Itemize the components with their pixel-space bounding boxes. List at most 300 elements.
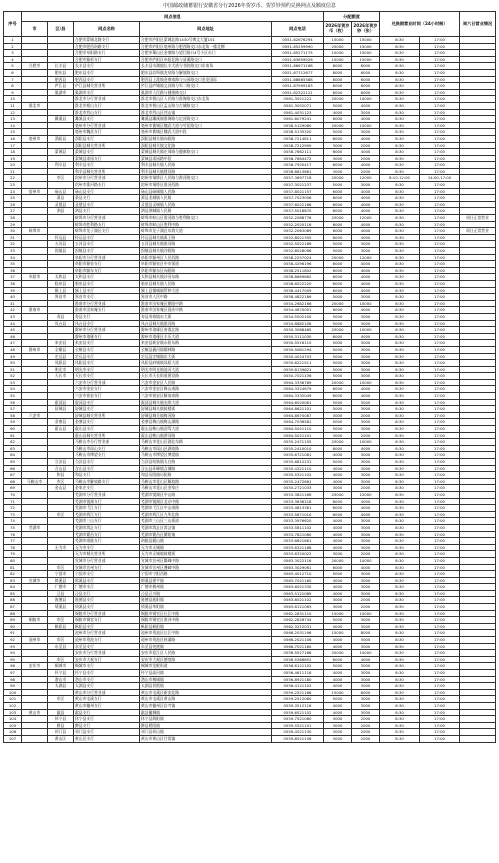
city-cell	[22, 175, 48, 182]
weekend-cell	[460, 491, 496, 498]
outlet-name-cell: 枞阳县支行	[74, 623, 140, 630]
start-time-cell: 8:30	[380, 617, 420, 624]
start-time-cell: 8:30	[380, 83, 420, 90]
phone-cell: 0557-5018670	[272, 208, 324, 215]
city-cell: 合肥市	[22, 63, 48, 70]
coin-quota-cell: 20000	[324, 300, 352, 307]
seq-cell: 60	[4, 426, 22, 433]
end-time-cell: 17:00	[420, 531, 460, 538]
city-cell	[22, 485, 48, 492]
district-cell	[48, 102, 74, 109]
address-cell: 马鞍山市花山区金家庄	[140, 485, 272, 492]
table-row	[4, 333, 496, 340]
weekend-cell	[460, 663, 496, 670]
phone-cell: 0555-2721033	[272, 485, 324, 492]
start-time-cell: 8:30	[380, 122, 420, 129]
note-quota-cell: 2000	[352, 432, 380, 439]
outlet-name-cell: 砀山县支行	[74, 188, 140, 195]
note-quota-cell: 4000	[352, 445, 380, 452]
phone-cell: 0559-8521106	[272, 735, 324, 742]
table-row	[4, 201, 496, 208]
start-time-cell: 8:30	[380, 472, 420, 479]
district-cell: 利辛县	[48, 162, 74, 169]
seq-cell: 12	[4, 109, 22, 116]
district-cell	[48, 498, 74, 505]
seq-cell: 73	[4, 511, 22, 518]
city-cell: 蚌埠市	[22, 228, 48, 235]
seq-cell: 105	[4, 722, 22, 729]
note-quota-cell: 12000	[352, 254, 380, 261]
end-time-cell: 17:00	[420, 630, 460, 637]
outlet-name-cell: 亳州市魏武支行	[74, 129, 140, 136]
phone-cell: 0553-3976620	[272, 518, 324, 525]
weekend-cell	[460, 696, 496, 703]
seq-cell: 67	[4, 472, 22, 479]
end-time-cell: 17:00	[420, 445, 460, 452]
table-row	[4, 702, 496, 709]
table-row	[4, 280, 496, 287]
outlet-name-cell: 阜阳市分行营业部	[74, 254, 140, 261]
phone-cell: 0563-3022116	[272, 557, 324, 564]
weekend-cell	[460, 320, 496, 327]
weekend-cell	[460, 518, 496, 525]
phone-cell: 0552-2020116	[272, 221, 324, 228]
start-time-cell: 8:30	[380, 43, 420, 50]
end-time-cell: 17:00	[420, 333, 460, 340]
outlet-name-cell: 宿州市分行营业部	[74, 175, 140, 182]
end-time-cell: 17:00	[420, 248, 460, 255]
weekend-cell	[460, 135, 496, 142]
address-cell: 黄山市黄山区甘棠镇	[140, 735, 272, 742]
coin-quota-cell: 20000	[324, 650, 352, 657]
table-row	[4, 168, 496, 175]
coin-quota-cell: 4000	[324, 538, 352, 545]
end-time-cell: 17:00	[420, 353, 460, 360]
table-row	[4, 89, 496, 96]
note-quota-cell: 6000	[352, 63, 380, 70]
outlet-name-cell: 固镇县支行	[74, 248, 140, 255]
seq-cell: 57	[4, 406, 22, 413]
table-row	[4, 696, 496, 703]
seq-cell: 79	[4, 551, 22, 558]
end-time-cell: 17:00	[420, 459, 460, 466]
table-row	[4, 604, 496, 611]
seq-cell: 86	[4, 597, 22, 604]
phone-cell: 0564-7036581	[272, 419, 324, 426]
address-cell: 宿州市埇桥区淮河西路	[140, 182, 272, 189]
seq-cell: 38	[4, 280, 22, 287]
coin-quota-cell: 4000	[324, 518, 352, 525]
table-row	[4, 353, 496, 360]
seq-cell: 48	[4, 346, 22, 353]
city-cell: 淮南市	[22, 307, 48, 314]
end-time-cell: 14:00-17:00	[420, 175, 460, 182]
end-time-cell: 17:00	[420, 116, 460, 123]
address-cell: 濉溪县濉溪镇淮海路与沱河路交口	[140, 116, 272, 123]
city-cell	[22, 69, 48, 76]
start-time-cell: 8:30	[380, 129, 420, 136]
city-cell	[22, 182, 48, 189]
note-quota-cell: 15000	[352, 50, 380, 57]
phone-cell: 0550-4024703	[272, 353, 324, 360]
weekend-cell	[460, 432, 496, 439]
address-cell: 铜陵市铜官区淮河中路	[140, 617, 272, 624]
weekend-cell	[460, 280, 496, 287]
seq-cell: 84	[4, 584, 22, 591]
weekend-cell	[460, 623, 496, 630]
weekend-cell	[460, 656, 496, 663]
weekend-cell	[460, 261, 496, 268]
address-cell: 蒙城县城关镇庄周路与健康路交口	[140, 149, 272, 156]
district-cell: 市区	[48, 617, 74, 624]
coin-quota-cell: 5000	[324, 340, 352, 347]
start-time-cell: 8:30	[380, 531, 420, 538]
start-time-cell: 8:30	[380, 135, 420, 142]
address-cell: 黄山市屯溪区新安北路	[140, 689, 272, 696]
city-cell	[22, 313, 48, 320]
weekend-cell	[460, 149, 496, 156]
note-quota-cell: 10000	[352, 122, 380, 129]
note-quota-cell: 4000	[352, 135, 380, 142]
phone-cell: 0554-5502100	[272, 313, 324, 320]
end-time-cell: 17:00	[420, 313, 460, 320]
weekend-cell	[460, 426, 496, 433]
weekend-cell	[460, 465, 496, 472]
district-cell	[48, 412, 74, 419]
start-time-cell: 8:30	[380, 551, 420, 558]
note-quota-cell: 2000	[352, 722, 380, 729]
coin-quota-cell: 5000	[324, 360, 352, 367]
outlet-name-cell: 蚌埠市分行营业部	[74, 215, 140, 222]
address-cell: 泾县泾川镇	[140, 590, 272, 597]
phone-cell: 0551-65271175	[272, 50, 324, 57]
end-time-cell: 17:00	[420, 689, 460, 696]
note-quota-cell: 4000	[352, 162, 380, 169]
end-time-cell: 17:00	[420, 102, 460, 109]
table-row	[4, 683, 496, 690]
start-time-cell: 8:30	[380, 50, 420, 57]
city-cell	[22, 261, 48, 268]
phone-cell: 0555-2410010	[272, 445, 324, 452]
weekend-cell	[460, 201, 496, 208]
end-time-cell: 17:00	[420, 37, 460, 44]
city-cell	[22, 208, 48, 215]
end-time-cell: 17:00	[420, 604, 460, 611]
note-quota-cell: 6000	[352, 83, 380, 90]
end-time-cell: 17:00	[420, 538, 460, 545]
start-time-cell: 8:30	[380, 412, 420, 419]
outlet-name-cell: 阜阳市颍东支行	[74, 267, 140, 274]
coin-quota-cell: 4000	[324, 478, 352, 485]
address-cell: 合肥市庐阳区亳州路与肥西路交口东北角一楼北侧	[140, 43, 272, 50]
city-cell	[22, 590, 48, 597]
seq-cell: 50	[4, 360, 22, 367]
phone-cell: 0556-8921180	[272, 676, 324, 683]
address-cell: 潜山市梅城镇	[140, 676, 272, 683]
start-time-cell: 8:30	[380, 524, 420, 531]
outlet-name-cell: 芜湖市三山支行	[74, 518, 140, 525]
start-time-cell: 8:30	[380, 452, 420, 459]
address-cell: 南陵县籍山镇	[140, 538, 272, 545]
phone-cell: 0555-6812231	[272, 459, 324, 466]
table-row	[4, 729, 496, 736]
start-time-cell: 8:30	[380, 564, 420, 571]
district-cell: 怀远县	[48, 234, 74, 241]
end-time-cell: 17:00	[420, 56, 460, 63]
table-row	[4, 406, 496, 413]
address-cell: 涡阳县城关镇文化路	[140, 142, 272, 149]
district-cell	[48, 254, 74, 261]
table-row	[4, 195, 496, 202]
weekend-cell	[460, 294, 496, 301]
district-cell	[48, 182, 74, 189]
coin-quota-cell: 20000	[324, 215, 352, 222]
address-cell: 庐江县庐城镇文昌路与军二路交口	[140, 83, 272, 90]
outlet-name-cell: 五河县支行	[74, 241, 140, 248]
start-time-cell: 8:30	[380, 729, 420, 736]
weekend-cell	[460, 102, 496, 109]
end-time-cell: 17:00	[420, 643, 460, 650]
coin-quota-cell: 10000	[324, 50, 352, 57]
district-cell: 潜山市	[48, 676, 74, 683]
seq-cell: 37	[4, 274, 22, 281]
start-time-cell: 8:30	[380, 538, 420, 545]
note-quota-cell: 4000	[352, 274, 380, 281]
end-time-cell: 17:00	[420, 577, 460, 584]
end-time-cell: 17:00	[420, 280, 460, 287]
start-time-cell: 8:30	[380, 320, 420, 327]
start-time-cell: 8:10-12:00	[380, 175, 420, 182]
end-time-cell: 17:00	[420, 399, 460, 406]
coin-quota-cell: 5000	[324, 102, 352, 109]
district-cell: 固镇县	[48, 248, 74, 255]
city-cell	[22, 43, 48, 50]
note-quota-cell: 3000	[352, 544, 380, 551]
phone-cell: 0553-6320022	[272, 551, 324, 558]
outlet-name-cell: 无为市城关营业所	[74, 551, 140, 558]
note-quota-cell: 4000	[352, 386, 380, 393]
coin-quota-cell: 6000	[324, 228, 352, 235]
phone-cell: 0564-8670087	[272, 412, 324, 419]
seq-cell: 31	[4, 234, 22, 241]
note-quota-cell: 15000	[352, 37, 380, 44]
weekend-cell	[460, 267, 496, 274]
district-cell	[48, 261, 74, 268]
district-cell	[48, 551, 74, 558]
start-time-cell: 8:30	[380, 643, 420, 650]
note-quota-cell: 3000	[352, 353, 380, 360]
start-time-cell: 8:30	[380, 346, 420, 353]
end-time-cell: 17:00	[420, 294, 460, 301]
start-time-cell: 8:30	[380, 182, 420, 189]
end-time-cell: 17:00	[420, 485, 460, 492]
district-cell: 广德市	[48, 584, 74, 591]
phone-cell: 0562-2828744	[272, 617, 324, 624]
coin-quota-cell: 4000	[324, 702, 352, 709]
note-quota-cell: 3000	[352, 696, 380, 703]
phone-cell: 0559-7521080	[272, 716, 324, 723]
district-cell: 定远县	[48, 353, 74, 360]
table-row	[4, 300, 496, 307]
start-time-cell: 8:30	[380, 89, 420, 96]
table-row	[4, 412, 496, 419]
table-row	[4, 360, 496, 367]
address-cell: 肥东县店埠镇龙泉路与解放路交口	[140, 69, 272, 76]
city-cell	[22, 162, 48, 169]
weekend-cell	[460, 670, 496, 677]
seq-cell: 58	[4, 412, 22, 419]
start-time-cell: 8:30	[380, 419, 420, 426]
end-time-cell: 17:00	[420, 452, 460, 459]
weekend-cell	[460, 313, 496, 320]
weekend-cell	[460, 524, 496, 531]
end-time-cell: 17:00	[420, 195, 460, 202]
table-row	[4, 37, 496, 44]
city-cell	[22, 327, 48, 334]
phone-cell: 0563-5121089	[272, 590, 324, 597]
city-cell	[22, 221, 48, 228]
note-quota-cell: 4000	[352, 267, 380, 274]
weekend-cell	[460, 69, 496, 76]
address-cell: 黄山市屯溪区黄山路	[140, 696, 272, 703]
address-cell: 池州市贵池区秋浦路	[140, 637, 272, 644]
district-cell	[48, 386, 74, 393]
weekend-cell	[460, 76, 496, 83]
table-row	[4, 346, 496, 353]
note-quota-cell: 2000	[352, 168, 380, 175]
header-district: 区/县	[48, 22, 74, 37]
outlet-name-cell: 铜陵市铜官支行	[74, 617, 140, 624]
seq-cell: 42	[4, 307, 22, 314]
seq-cell: 103	[4, 709, 22, 716]
note-quota-cell: 3000	[352, 643, 380, 650]
table-row	[4, 544, 496, 551]
coin-quota-cell: 6000	[324, 564, 352, 571]
phone-cell: 0566-7021180	[272, 643, 324, 650]
address-cell: 安庆市迎江区人民路	[140, 650, 272, 657]
end-time-cell: 17:00	[420, 524, 460, 531]
address-cell: 天长市天长街道建设路	[140, 373, 272, 380]
weekend-cell	[460, 386, 496, 393]
start-time-cell: 8:30	[380, 360, 420, 367]
seq-cell: 63	[4, 445, 22, 452]
seq-cell: 9	[4, 89, 22, 96]
table-row	[4, 83, 496, 90]
city-cell	[22, 254, 48, 261]
phone-cell: 0553-5811102	[272, 524, 324, 531]
note-quota-cell: 8000	[352, 630, 380, 637]
coin-quota-cell: 20000	[324, 379, 352, 386]
table-row	[4, 432, 496, 439]
address-cell: 芜湖市镜湖区中山路	[140, 491, 272, 498]
note-quota-cell: 4000	[352, 393, 380, 400]
phone-cell: 0563-8021102	[272, 597, 324, 604]
district-cell	[48, 37, 74, 44]
table-row	[4, 670, 496, 677]
weekend-cell	[460, 452, 496, 459]
note-quota-cell: 3000	[352, 538, 380, 545]
weekend-cell	[460, 333, 496, 340]
coin-quota-cell: 5000	[324, 571, 352, 578]
address-cell: 蚌埠市龙子湖区东海大道	[140, 228, 272, 235]
address-cell: 芜湖市鸠江区九华北路	[140, 511, 272, 518]
coin-quota-cell: 5000	[324, 663, 352, 670]
table-row	[4, 439, 496, 446]
district-cell	[48, 702, 74, 709]
start-time-cell: 8:30	[380, 300, 420, 307]
end-time-cell: 17:00	[420, 511, 460, 518]
phone-cell: 0552-8021355	[272, 234, 324, 241]
outlet-name-cell: 太湖县支行	[74, 683, 140, 690]
phone-cell: 0552-2063089	[272, 228, 324, 235]
district-cell	[48, 491, 74, 498]
start-time-cell: 8:30	[380, 571, 420, 578]
city-cell	[22, 498, 48, 505]
start-time-cell: 8:30	[380, 630, 420, 637]
coin-quota-cell: 5000	[324, 459, 352, 466]
start-time-cell: 8:30	[380, 102, 420, 109]
header-outlet-info: 网点信息	[22, 12, 324, 22]
weekend-cell	[460, 188, 496, 195]
seq-cell: 89	[4, 617, 22, 624]
outlet-table	[3, 11, 496, 743]
city-cell: 安庆市	[22, 663, 48, 670]
note-quota-cell: 3000	[352, 320, 380, 327]
address-cell: 黟县碧阳镇	[140, 722, 272, 729]
note-quota-cell: 4000	[352, 307, 380, 314]
phone-cell: 0557-6022166	[272, 201, 324, 208]
coin-quota-cell: 5000	[324, 366, 352, 373]
phone-cell: 0564-5021101	[272, 432, 324, 439]
outlet-name-cell: 芜湖市繁昌支行	[74, 531, 140, 538]
weekend-cell	[460, 472, 496, 479]
end-time-cell: 17:00	[420, 735, 460, 742]
outlet-name-cell: 黄山市分行营业部	[74, 689, 140, 696]
address-cell: 巢湖市人民路与健康路交口	[140, 89, 272, 96]
seq-cell: 85	[4, 590, 22, 597]
note-quota-cell: 3000	[352, 709, 380, 716]
weekend-cell	[460, 175, 496, 182]
weekend-cell	[460, 155, 496, 162]
weekend-cell	[460, 485, 496, 492]
phone-cell: 0564-3332049	[272, 393, 324, 400]
weekend-cell	[460, 709, 496, 716]
seq-cell: 44	[4, 320, 22, 327]
weekend-cell	[460, 716, 496, 723]
note-quota-cell: 10000	[352, 300, 380, 307]
city-cell	[22, 50, 48, 57]
table-row	[4, 129, 496, 136]
district-cell	[48, 452, 74, 459]
outlet-name-cell: 淮北市相山支行	[74, 102, 140, 109]
start-time-cell: 8:30	[380, 696, 420, 703]
seq-cell: 33	[4, 248, 22, 255]
coin-quota-cell: 20000	[324, 439, 352, 446]
start-time-cell: 8:30	[380, 656, 420, 663]
table-row	[4, 135, 496, 142]
phone-cell: 0552-2088776	[272, 215, 324, 222]
city-cell	[22, 729, 48, 736]
coin-quota-cell: 5000	[324, 353, 352, 360]
outlet-name-cell: 长丰县支行	[74, 63, 140, 70]
district-cell: 凤阳县	[48, 360, 74, 367]
note-quota-cell: 3000	[352, 524, 380, 531]
address-cell: 凤台县城关镇淮河路	[140, 320, 272, 327]
address-cell: 黄山市徽州区岩寺镇	[140, 702, 272, 709]
end-time-cell: 17:00	[420, 663, 460, 670]
seq-cell: 24	[4, 188, 22, 195]
start-time-cell: 8:30	[380, 313, 420, 320]
